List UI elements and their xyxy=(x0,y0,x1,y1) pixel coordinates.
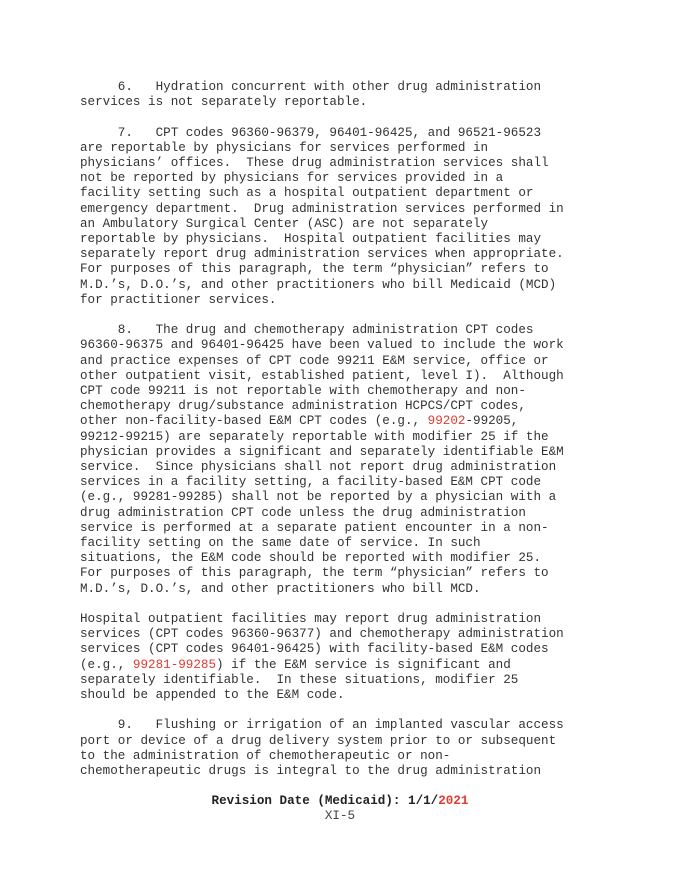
text-line xyxy=(80,536,600,551)
paragraph-p7 xyxy=(80,126,600,308)
text-line xyxy=(80,232,600,247)
text-line xyxy=(80,171,600,186)
text-segment: CPT code 99211 is not reportable with chemotherapy and non- xyxy=(80,384,526,399)
text-segment: physicians’ offices. These drug administration services shall xyxy=(80,156,549,170)
paragraph-p8b xyxy=(80,612,600,703)
text-segment: facility setting such as a hospital outpatient department or xyxy=(80,186,534,201)
text-line xyxy=(80,186,600,201)
text-line xyxy=(80,202,600,217)
text-line xyxy=(80,582,600,597)
text-line xyxy=(80,126,600,141)
text-line xyxy=(80,95,600,110)
text-line xyxy=(80,658,600,673)
text-segment: chemotherapy drug/substance administration HCPCS/CPT codes, xyxy=(80,399,526,414)
text-segment: 7. CPT codes 96360-96379, 96401-96425, and 96521-96523 xyxy=(80,125,542,140)
text-segment: -99205, xyxy=(465,414,519,429)
revision-label: Revision Date (Medicaid): 1/1/ xyxy=(211,794,439,808)
text-segment: Hospital outpatient facilities may report drug administration xyxy=(80,612,542,627)
text-line xyxy=(80,80,600,95)
text-line xyxy=(80,445,600,460)
revision-date xyxy=(0,794,680,809)
text-segment: separately identifiable. In these situations, modifier 25 xyxy=(80,672,519,687)
text-line xyxy=(80,642,600,657)
text-segment: other outpatient visit, established patient, level I). Although xyxy=(80,368,564,383)
text-segment: are reportable by physicians for services performed in xyxy=(80,140,489,155)
text-line xyxy=(80,247,600,262)
text-segment: M.D.’s, D.O.’s, and other practitioners who bill MCD. xyxy=(80,581,481,596)
text-segment: chemotherapeutic drugs is integral to the drug administration xyxy=(80,764,542,779)
page-number: XI-5 xyxy=(324,809,356,823)
text-line xyxy=(80,323,600,338)
paragraph-p6 xyxy=(80,80,600,110)
text-line xyxy=(80,278,600,293)
text-line xyxy=(80,141,600,156)
text-line xyxy=(80,460,600,475)
text-line xyxy=(80,506,600,521)
text-segment: situations, the E&M code should be reported with modifier 25. xyxy=(80,551,542,566)
text-line xyxy=(80,384,600,399)
text-segment: services (CPT codes 96401-96425) with facility-based E&M codes xyxy=(80,642,549,657)
text-segment: service is performed at a separate patient encounter in a non- xyxy=(80,520,549,535)
text-segment: services (CPT codes 96360-96377) and chemotherapy administration xyxy=(80,627,564,642)
text-line xyxy=(80,764,600,779)
text-segment: For purposes of this paragraph, the term “physician” refers to xyxy=(80,262,549,277)
text-segment: 99212-99215) are separately reportable with modifier 25 if the xyxy=(80,429,549,444)
text-line xyxy=(80,627,600,642)
text-line xyxy=(80,262,600,277)
text-line xyxy=(80,354,600,369)
text-line xyxy=(80,430,600,445)
text-segment: should be appended to the E&M code. xyxy=(80,688,345,703)
text-segment: port or device of a drug delivery system prior to or subsequent xyxy=(80,733,557,748)
text-line xyxy=(80,338,600,353)
text-line xyxy=(80,551,600,566)
text-segment: service. Since physicians shall not report drug administration xyxy=(80,460,557,475)
text-line xyxy=(80,475,600,490)
text-segment: (e.g., xyxy=(80,657,133,672)
text-segment: for practitioner services. xyxy=(80,292,277,307)
text-segment: ) if the E&M service is significant and xyxy=(216,657,511,672)
text-segment: emergency department. Drug administration services performed in xyxy=(80,201,564,216)
paragraph-p9 xyxy=(80,718,600,779)
text-segment: an Ambulatory Surgical Center (ASC) are not separately xyxy=(80,216,489,231)
text-segment: and practice expenses of CPT code 99211 E&M service, office or xyxy=(80,353,549,368)
text-segment: 9. Flushing or irrigation of an implanted vascular access xyxy=(80,718,564,733)
paragraph-p8 xyxy=(80,323,600,597)
text-segment: facility setting on the same date of service. In such xyxy=(80,536,481,551)
text-segment: not be reported by physicians for services provided in a xyxy=(80,171,504,186)
text-line xyxy=(80,688,600,703)
text-segment: (e.g., 99281-99285) shall not be reported by a physician with a xyxy=(80,490,557,505)
text-segment: separately report drug administration services when appropriate. xyxy=(80,247,564,262)
document-body xyxy=(80,80,600,779)
text-segment: 8. The drug and chemotherapy administration CPT codes xyxy=(80,323,534,338)
text-segment: reportable by physicians. Hospital outpatient facilities may xyxy=(80,232,542,247)
text-line xyxy=(80,414,600,429)
text-segment: services in a facility setting, a facility-based E&M CPT code xyxy=(80,475,542,490)
text-line xyxy=(80,673,600,688)
text-line xyxy=(80,749,600,764)
text-line xyxy=(80,490,600,505)
highlighted-code: 99202 xyxy=(427,414,466,429)
text-line xyxy=(80,521,600,536)
text-line xyxy=(80,293,600,308)
text-segment: For purposes of this paragraph, the term “physician” refers to xyxy=(80,566,549,581)
text-segment: other non-facility-based E&M CPT codes (e.g., xyxy=(80,414,428,429)
text-segment: 96360-96375 and 96401-96425 have been valued to include the work xyxy=(80,338,564,353)
text-line xyxy=(80,612,600,627)
text-line xyxy=(80,217,600,232)
text-line xyxy=(80,399,600,414)
text-line xyxy=(80,156,600,171)
text-segment: M.D.’s, D.O.’s, and other practitioners who bill Medicaid (MCD) xyxy=(80,277,557,292)
text-line xyxy=(80,734,600,749)
text-segment: to the administration of chemotherapeutic or non- xyxy=(80,748,451,763)
text-segment: drug administration CPT code unless the drug administration xyxy=(80,505,526,520)
text-segment: services is not separately reportable. xyxy=(80,95,368,110)
text-line xyxy=(80,718,600,733)
text-segment: 6. Hydration concurrent with other drug administration xyxy=(80,80,542,94)
text-line xyxy=(80,566,600,581)
text-segment: physician provides a significant and separately identifiable E&M xyxy=(80,444,564,459)
text-line xyxy=(80,369,600,384)
revision-year: 2021 xyxy=(438,794,469,808)
highlighted-code: 99281-99285 xyxy=(132,657,217,672)
